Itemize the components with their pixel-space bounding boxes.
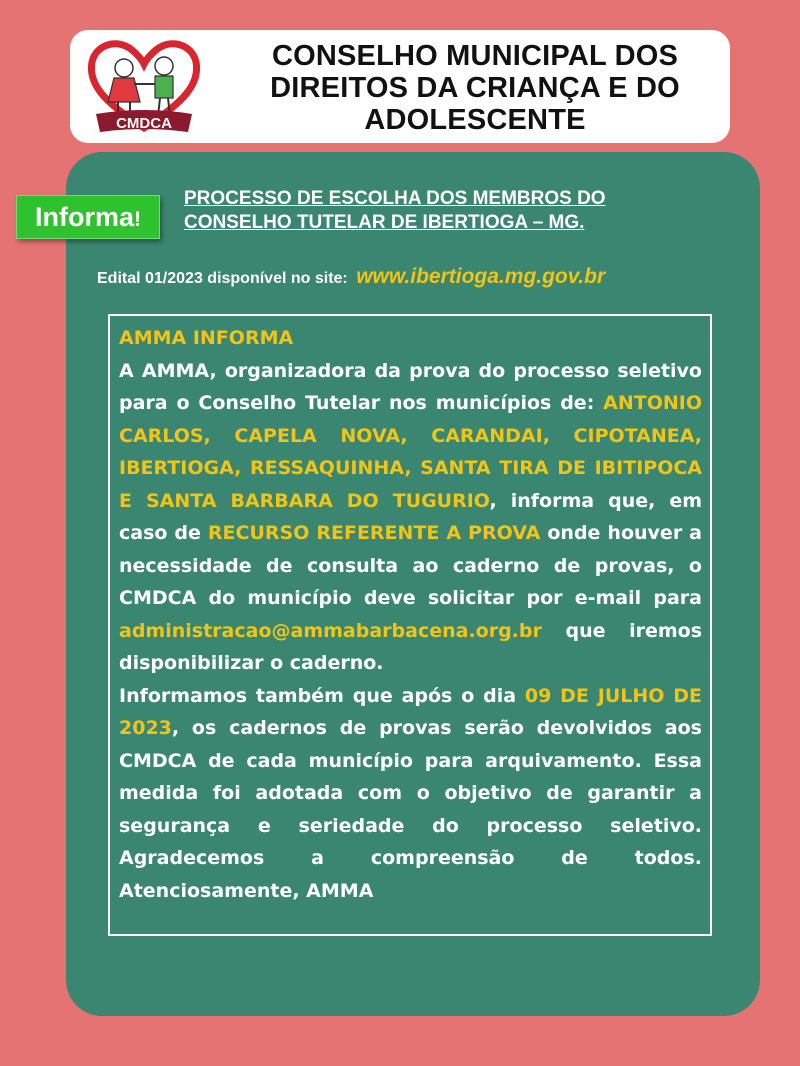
text-run: A AMMA, organizadora da prova do processo seletivo para o Conselho Tutelar nos municípios de: xyxy=(119,359,702,414)
badge-mark: ! xyxy=(134,208,141,231)
site-link[interactable]: www.ibertioga.mg.gov.br xyxy=(356,265,606,288)
text-run: , informa que, em caso de xyxy=(119,489,703,544)
cities-list: ANTONIO CARLOS, CAPELA NOVA, CARANDAI, CIPOTANEA, IBERTIOGA, RESSAQUINHA, SANTA TIRA DE IBITIPOCA E SANTA BARBARA DO TUGURIO xyxy=(119,392,702,512)
headline xyxy=(184,187,744,235)
org-title xyxy=(230,40,720,136)
logo-text: CMDCA xyxy=(116,115,172,132)
text-run: que iremos disponibilizar o caderno. xyxy=(119,619,702,674)
notice-box xyxy=(108,314,712,936)
notice-paragraph xyxy=(119,355,702,680)
date-highlight: 09 DE JULHO DE 2023 xyxy=(119,684,702,739)
edital-line xyxy=(97,264,737,292)
headline-line: PROCESSO DE ESCOLHA DOS MEMBROS DO xyxy=(184,188,606,209)
headline-line: CONSELHO TUTELAR DE IBERTIOGA – MG. xyxy=(184,212,585,233)
text-run: onde houver a necessidade de consulta ao caderno de provas, o CMDCA do município deve solicitar por e-mail para xyxy=(119,522,702,609)
text-run: Informamos também que após o dia xyxy=(119,684,525,707)
header-card xyxy=(70,30,730,143)
badge-text: Informa xyxy=(34,202,134,232)
recurso-highlight: RECURSO REFERENTE A PROVA xyxy=(207,522,541,544)
notice-paragraph xyxy=(119,680,702,908)
cmdca-logo xyxy=(84,36,204,136)
text-run: , os cadernos de provas serão devolvidos aos CMDCA de cada município para arquivamento. Essa medida foi adotada com o objetivo de garantir a segurança e seriedade do processo seletivo. Agradecemos a compreensão de todos. Atenciosamente, AMMA xyxy=(119,717,702,902)
notice-title: AMMA INFORMA xyxy=(119,327,294,349)
org-title-line: ADOLESCENTE xyxy=(364,104,586,136)
edital-text: Edital 01/2023 disponível no site: xyxy=(97,270,348,287)
email-link[interactable]: administracao@ammabarbacena.org.br xyxy=(119,619,542,642)
informa-badge xyxy=(16,195,160,239)
org-title-line: DIREITOS DA CRIANÇA E DO xyxy=(270,72,680,104)
org-title-line: CONSELHO MUNICIPAL DOS xyxy=(271,40,679,72)
